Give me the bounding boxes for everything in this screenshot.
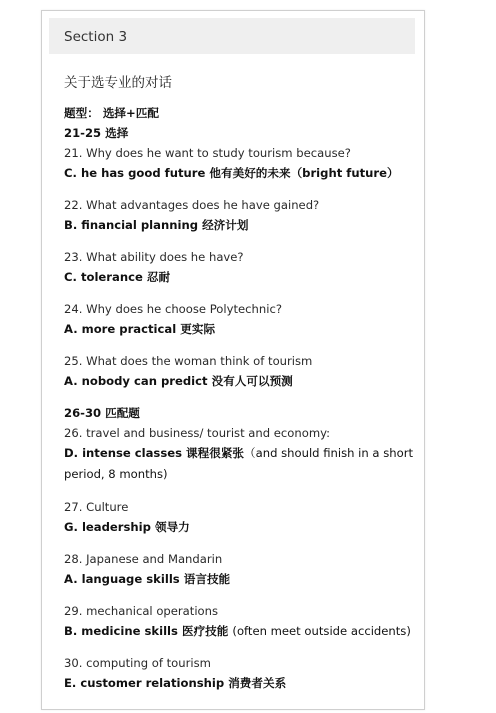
- answer-23-cn: 忍耐: [146, 270, 171, 284]
- question-type-line: 题型： 选择+匹配: [64, 106, 159, 120]
- answer-23-en: C. tolerance: [64, 270, 143, 284]
- question-25: 25. What does the woman think of tourism: [64, 354, 313, 368]
- answer-24-en: A. more practical: [64, 322, 177, 336]
- part1-label: 21-25 选择: [64, 126, 129, 140]
- answer-28-en: A. language skills: [64, 572, 180, 586]
- page-heading: 关于选专业的对话: [64, 75, 172, 91]
- qa-block-22: [64, 195, 414, 235]
- qa-block-21: [64, 143, 414, 183]
- question-26: 26. travel and business/ tourist and economy:: [64, 426, 331, 440]
- answer-29-note: (often meet outside accidents): [232, 624, 411, 638]
- qa-block-27: [64, 497, 414, 537]
- answer-28-cn: 语言技能: [183, 572, 231, 586]
- section-title: Section 3: [64, 29, 128, 45]
- answer-22-cn: 经济计划: [202, 218, 249, 232]
- qa-block-29: [64, 601, 414, 641]
- answer-29-en: B. medicine skills: [64, 624, 178, 638]
- qa-block-24: [64, 299, 414, 339]
- answer-21: [64, 163, 414, 183]
- answer-29-cn: 医疗技能: [181, 624, 229, 638]
- question-23: 23. What ability does he have?: [64, 250, 244, 264]
- question-30: 30. computing of tourism: [64, 656, 211, 670]
- question-27: 27. Culture: [64, 500, 129, 514]
- answer-25-cn: 没有人可以预测: [211, 374, 293, 388]
- qa-block-23: [64, 247, 414, 287]
- qa-block-30: [64, 653, 414, 693]
- answer-27-en: G. leadership: [64, 520, 151, 534]
- qa-block-26: [64, 423, 414, 485]
- answer-30: [64, 673, 414, 693]
- document-card: [41, 10, 425, 710]
- qa-block-25: [64, 351, 414, 391]
- answer-25: [64, 371, 414, 391]
- answer-26-note: （and should finish in a short period, 8 months): [64, 446, 414, 481]
- answer-22: [64, 215, 414, 235]
- answer-27: [64, 517, 414, 537]
- qa-block-28: [64, 549, 414, 589]
- question-24: 24. Why does he choose Polytechnic?: [64, 302, 282, 316]
- answer-29: [64, 621, 414, 641]
- answer-24-cn: 更实际: [180, 322, 216, 336]
- answer-26-en: D. intense classes: [64, 446, 182, 460]
- answer-28: [64, 569, 414, 589]
- part2-label: 26-30 匹配题: [64, 406, 140, 420]
- question-22: 22. What advantages does he have gained?: [64, 198, 320, 212]
- section-header-bar: [49, 18, 415, 54]
- answer-21-cn: 他有美好的未来（bright future）: [209, 166, 399, 180]
- answer-26: [64, 443, 414, 485]
- answer-30-en: E. customer relationship: [64, 676, 225, 690]
- answer-26-cn: 课程很紧张: [186, 446, 245, 460]
- answer-22-en: B. financial planning: [64, 218, 199, 232]
- answer-24: [64, 319, 414, 339]
- content-area: [64, 103, 414, 693]
- question-21: 21. Why does he want to study tourism because?: [64, 146, 351, 160]
- answer-30-cn: 消费者关系: [228, 676, 287, 690]
- answer-27-cn: 领导力: [154, 520, 190, 534]
- question-28: 28. Japanese and Mandarin: [64, 552, 223, 566]
- answer-25-en: A. nobody can predict: [64, 374, 208, 388]
- question-29: 29. mechanical operations: [64, 604, 219, 618]
- answer-23: [64, 267, 414, 287]
- answer-21-en: C. he has good future: [64, 166, 206, 180]
